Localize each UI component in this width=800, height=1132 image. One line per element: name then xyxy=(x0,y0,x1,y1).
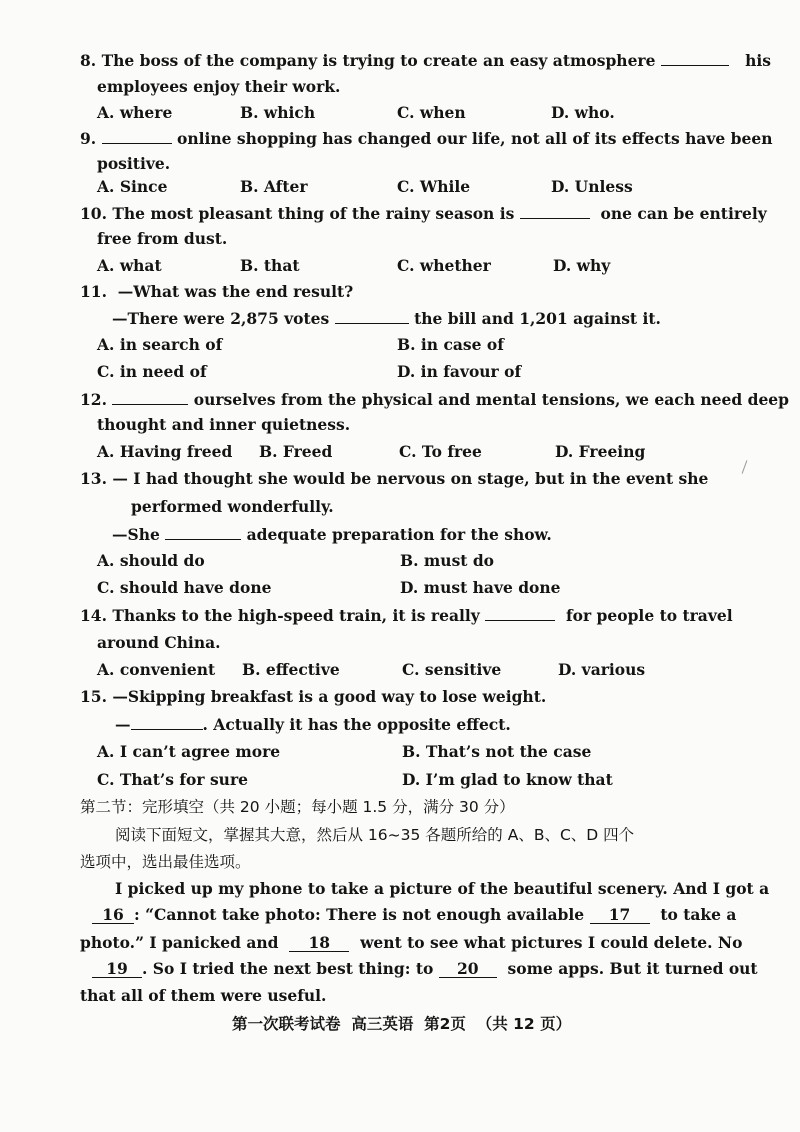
question-14-line-2: around China. xyxy=(97,633,221,652)
option-b: B. must do xyxy=(400,551,495,570)
question-12-line-2: thought and inner quietness. xyxy=(97,415,351,434)
question-text: adequate preparation for the show. xyxy=(246,525,552,544)
question-text: . Actually it has the opposite effect. xyxy=(202,715,511,734)
option-d: D. various xyxy=(558,660,646,679)
passage-line-3 xyxy=(80,933,742,953)
question-9-line-2: positive. xyxy=(97,154,171,173)
question-text: —There were 2,875 votes xyxy=(112,309,330,328)
passage-line-1: I picked up my phone to take a picture of the beautiful scenery. And I got a xyxy=(115,879,770,898)
passage-text: to take a xyxy=(660,905,737,924)
question-12-line-1 xyxy=(80,389,789,410)
passage-line-5: that all of them were useful. xyxy=(80,986,327,1005)
question-number: 8. xyxy=(80,51,97,70)
option-c: C. While xyxy=(397,177,471,196)
passage-text: : “Cannot take photo: There is not enough available xyxy=(134,905,585,924)
passage-text: went to see what pictures I could delete. No xyxy=(360,933,743,952)
cloze-blank: 18 xyxy=(289,934,349,952)
option-c: C. whether xyxy=(397,256,491,275)
answer-blank xyxy=(335,308,409,324)
question-13-line-2: performed wonderfully. xyxy=(131,497,334,516)
option-b: B. effective xyxy=(242,660,340,679)
option-a: A. convenient xyxy=(97,660,216,679)
cloze-blank: 16 xyxy=(92,906,134,924)
option-a: A. what xyxy=(97,256,162,275)
question-text: the bill and 1,201 against it. xyxy=(414,309,661,328)
answer-blank xyxy=(520,203,590,219)
option-d: D. why xyxy=(553,256,611,275)
question-number: 10. xyxy=(80,204,107,223)
question-15-line-2 xyxy=(115,714,511,735)
answer-blank xyxy=(102,128,172,144)
option-c: C. in need of xyxy=(97,362,207,381)
option-d: D. Unless xyxy=(551,177,633,196)
answer-blank xyxy=(112,389,188,405)
option-c: C. To free xyxy=(399,442,482,461)
option-a: A. Having freed xyxy=(97,442,233,461)
passage-text: photo.” I panicked and xyxy=(80,933,279,952)
option-c: C. should have done xyxy=(97,578,272,597)
question-10-line-2: free from dust. xyxy=(97,229,228,248)
question-number: 15. xyxy=(80,687,107,706)
question-10-line-1 xyxy=(80,203,767,224)
question-text: —She xyxy=(112,525,160,544)
question-15-line-1 xyxy=(80,687,546,707)
question-13-line-3 xyxy=(112,524,552,545)
section-instruction: 选项中，选出最佳选项。 xyxy=(80,853,251,871)
option-c: C. sensitive xyxy=(402,660,502,679)
question-number: 11. xyxy=(80,282,107,301)
footer-page: 第2页 xyxy=(424,1015,466,1033)
option-a: A. I can’t agree more xyxy=(97,742,281,761)
question-11-line-2 xyxy=(112,308,661,329)
question-text: his xyxy=(745,51,771,70)
question-text: one can be entirely xyxy=(600,204,767,223)
option-a: A. Since xyxy=(97,177,168,196)
question-9-line-1 xyxy=(80,128,773,149)
option-b: B. After xyxy=(240,177,308,196)
question-8-line-1 xyxy=(80,50,771,71)
cloze-blank: 17 xyxy=(590,906,650,924)
option-a: A. where xyxy=(97,103,173,122)
question-text: ourselves from the physical and mental tensions, we each need deep xyxy=(193,390,790,409)
footer-exam: 第一次联考试卷 xyxy=(232,1015,341,1033)
option-d: D. in favour of xyxy=(397,362,522,381)
option-a: A. in search of xyxy=(97,335,223,354)
passage-text: some apps. But it turned out xyxy=(507,959,758,978)
question-number: 14. xyxy=(80,606,107,625)
section-heading: 第二节：完形填空（共 20 小题；每小题 1.5 分，满分 30 分） xyxy=(80,798,515,816)
option-c: C. when xyxy=(397,103,466,122)
cloze-blank: 20 xyxy=(439,960,497,978)
option-a: A. should do xyxy=(97,551,205,570)
question-text: —Skipping breakfast is a good way to lose weight. xyxy=(112,687,547,706)
question-11-line-1 xyxy=(80,282,353,302)
answer-blank xyxy=(485,605,555,621)
question-number: 9. xyxy=(80,129,97,148)
passage-line-2 xyxy=(92,905,736,925)
option-b: B. that xyxy=(240,256,300,275)
option-c: C. That’s for sure xyxy=(97,770,248,789)
option-b: B. Freed xyxy=(259,442,333,461)
option-b: B. which xyxy=(240,103,316,122)
scan-mark xyxy=(742,460,748,473)
question-text: — xyxy=(115,715,131,734)
question-text: The most pleasant thing of the rainy season is xyxy=(112,204,515,223)
option-d: D. Freeing xyxy=(555,442,646,461)
question-text: —What was the end result? xyxy=(117,282,354,301)
section-instruction: 阅读下面短文，掌握其大意，然后从 16~35 各题所给的 A、B、C、D 四个 xyxy=(115,826,635,844)
question-number: 13. xyxy=(80,469,107,488)
cloze-blank: 19 xyxy=(92,960,142,978)
question-text: The boss of the company is trying to create an easy atmosphere xyxy=(101,51,656,70)
question-14-line-1 xyxy=(80,605,733,626)
question-text: for people to travel xyxy=(565,606,733,625)
option-d: D. I’m glad to know that xyxy=(402,770,613,789)
question-13-line-1 xyxy=(80,469,708,489)
question-text: — I had thought she would be nervous on stage, but in the event she xyxy=(112,469,709,488)
answer-blank xyxy=(165,524,241,540)
option-b: B. in case of xyxy=(397,335,504,354)
question-8-line-2: employees enjoy their work. xyxy=(97,77,341,96)
question-text: Thanks to the high-speed train, it is really xyxy=(112,606,480,625)
option-d: D. must have done xyxy=(400,578,561,597)
passage-text: . So I tried the next best thing: to xyxy=(142,959,434,978)
option-d: D. who. xyxy=(551,103,615,122)
question-text: online shopping has changed our life, not all of its effects have been xyxy=(177,129,773,148)
option-b: B. That’s not the case xyxy=(402,742,592,761)
page-footer xyxy=(232,1014,571,1034)
question-number: 12. xyxy=(80,390,107,409)
footer-total: （共 12 页） xyxy=(476,1015,572,1033)
answer-blank xyxy=(131,714,203,730)
footer-grade: 高三英语 xyxy=(351,1015,414,1033)
answer-blank xyxy=(661,50,729,66)
passage-line-4 xyxy=(92,959,758,979)
